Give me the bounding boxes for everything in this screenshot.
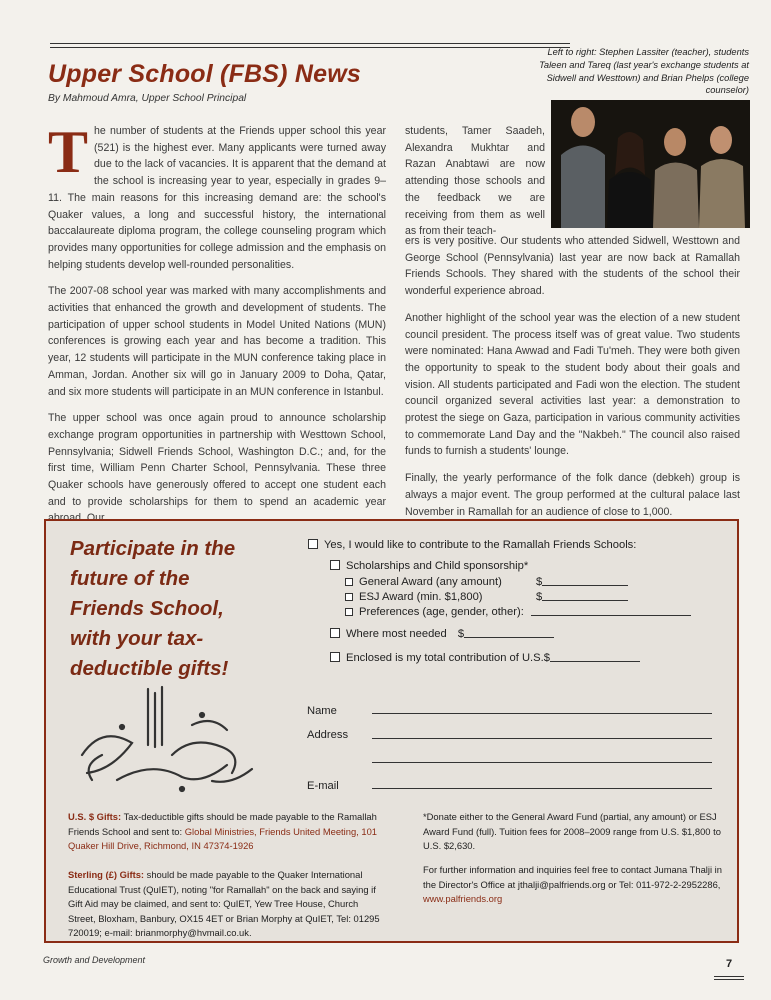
address-label: Address bbox=[307, 729, 349, 741]
us-gifts-info bbox=[68, 810, 388, 854]
email-field[interactable] bbox=[372, 788, 712, 789]
sterling-gifts-heading: Sterling (£) Gifts: bbox=[68, 869, 145, 880]
sterling-gifts-info bbox=[68, 868, 388, 941]
name-label: Name bbox=[307, 705, 337, 717]
email-label: E-mail bbox=[307, 780, 339, 792]
article-byline: By Mahmoud Amra, Upper School Principal bbox=[48, 93, 247, 104]
us-gifts-heading: U.S. $ Gifts: bbox=[68, 811, 122, 822]
address-field[interactable] bbox=[372, 738, 712, 739]
scholarship-checkbox[interactable] bbox=[330, 560, 340, 570]
esj-amount-field[interactable] bbox=[536, 591, 628, 603]
donation-promo bbox=[70, 534, 300, 684]
enclosed-checkbox[interactable] bbox=[330, 652, 340, 662]
prefs-field[interactable] bbox=[531, 615, 691, 616]
form-esj-row bbox=[345, 591, 483, 603]
promo-line: Participate in the bbox=[70, 537, 236, 560]
address-field-line-2[interactable] bbox=[372, 762, 712, 763]
footer-section-name: Growth and Development bbox=[43, 955, 146, 965]
article-title: Upper School (FBS) News bbox=[48, 60, 361, 88]
currency-sign: $ bbox=[457, 628, 465, 640]
promo-line: with your tax- bbox=[70, 627, 204, 650]
us-gifts-text: Tax-deductible gifts should be made payable to the Ramallah Friends School and sent to: bbox=[68, 811, 377, 837]
group-photo bbox=[551, 100, 750, 228]
paragraph-election: Another highlight of the school year was the election of a new student council president. The process itself was of great value. Two students were nominated: Hana Awwad and Fadi Tu'meh. They were both given the opportunity to speak to the student body about their goals and vision. All students participated and Fadi won the election. The student council organized several activities last year: a demonstration to protest the siege on Gaza, participation in various community activities to commemorate Land Day and the "Nakbeh." The council also raised funds to furnish a students' lounge. bbox=[405, 311, 740, 458]
paragraph-students: students, Tamer Saadeh, Alexandra Mukhtar and Razan Anabtawi are now attending those schools and the feedback we are receiving from them as well as from their teach- bbox=[405, 125, 545, 238]
us-gifts-address: Global Ministries, Friends United Meeting, 101 Quaker Hill Drive, Richmond, IN 47374-1926 bbox=[68, 825, 378, 852]
paragraph-students-cont: ers is very positive. Our students who attended Sidwell, Westtown and George School (Pennsylvania) last year are now back at Ramallah Friends Schools. They shared with the students of the school their wonderful experience abroad. bbox=[405, 235, 740, 298]
donation-note: *Donate either to the General Award Fund (partial, any amount) or ESJ Award Fund (full). Tuition fees for 2008–2009 range from U.S. $1,800 to U.S. $2,630. bbox=[423, 811, 721, 852]
promo-line: Friends School, bbox=[70, 597, 224, 620]
article-column-right bbox=[405, 233, 740, 520]
header-rule bbox=[50, 43, 570, 48]
contact-info bbox=[423, 863, 723, 907]
paragraph-accomplishments: The 2007-08 school year was marked with many accomplishments and activities that enhanced the growth and development of students. The participation of upper school students in Model United Nations (MUN) conferences is growing each year and has become a tradition. This year, 12 students will participate in the MUN conference taking place in Amman, Jordan. Another six will go in January 2009 to Doha, Qatar, and six more students will participate in an MUN conference in Istanbul. bbox=[48, 285, 386, 398]
photo-caption: Left to right: Stephen Lassiter (teacher), students Taleen and Tareq (last year's exchange students at Sidwell and Westtown) and Brian Phelps (college counselor) bbox=[539, 47, 749, 96]
form-prefs-row bbox=[345, 606, 691, 618]
form-needed-row bbox=[330, 628, 554, 640]
currency-sign: $ bbox=[536, 591, 543, 603]
paragraph-scholarships: The upper school was once again proud to announce scholarship exchange program opportunities in partnership with Westtown School, Pennsylvania; Sidwell Friends School, Washington D.C.; and, for the first time, William Penn Charter School, Pennsylvania. These three Quaker schools have generously offered to accept one student each and to provide scholarships for them to spend an academic year bbox=[48, 412, 386, 508]
yes-checkbox[interactable] bbox=[308, 539, 318, 549]
form-general-row bbox=[345, 576, 502, 588]
esj-label: ESJ Award (min. $1,800) bbox=[359, 591, 483, 603]
paragraph-intro bbox=[48, 119, 386, 273]
page-number-rule bbox=[714, 976, 744, 980]
form-yes-row bbox=[308, 539, 636, 551]
drop-cap: T bbox=[48, 119, 89, 185]
calligraphy-emblem bbox=[62, 685, 262, 795]
needed-label: Where most needed bbox=[346, 628, 447, 640]
general-label: General Award (any amount) bbox=[359, 576, 502, 588]
needed-amount-field[interactable] bbox=[464, 637, 554, 638]
sterling-gifts-text: should be made payable to the Quaker International Educational Trust (QuIET), noting "for Ramallah" on the back and saying if Gift Aid may be claimed, and sent to: QuIET, Yew Tree House, Church Street, Bloxham, Banbury, OX15 4ET or Brian Morphy at QuIET, Tel: 01295 720019; e-mail: brianmorphy@hvmail.co.uk. bbox=[68, 869, 380, 939]
yes-label: Yes, I would like to contribute to the Ramallah Friends Schools: bbox=[324, 539, 637, 551]
article-column-left bbox=[48, 119, 386, 527]
article-column-right-top bbox=[405, 123, 545, 240]
contact-text: For further information and inquiries feel free to contact Jumana Thalji in the Director's Office at jthalji@palfriends.org or Tel: 011-972-2-2952286, bbox=[423, 864, 722, 890]
promo-line: future of the bbox=[70, 567, 190, 590]
esj-checkbox[interactable] bbox=[345, 593, 353, 601]
form-enclosed-row bbox=[330, 652, 640, 664]
general-checkbox[interactable] bbox=[345, 578, 353, 586]
general-amount-field[interactable] bbox=[536, 576, 628, 588]
paragraph-intro-text: he number of students at the Friends upper school this year (521) is the highest ever. Many applicants were turned away due to the lack of vacancies. It is apparent that the demand at the school is increasing year to year, especially in grades 9–11. The main reasons for this increasing demand are: the school's Quaker values, a long and successful history, the international baccalaureate diploma program, the college counseling program which provides many opportunities for college admission and the emphasis on helping students develop well-rounded personalities. bbox=[48, 125, 386, 271]
enclosed-label: Enclosed is my total contribution of U.S.$ bbox=[346, 652, 550, 664]
website-link[interactable]: www.palfriends.org bbox=[423, 893, 503, 905]
form-scholarship-row bbox=[330, 560, 528, 572]
name-field[interactable] bbox=[372, 713, 712, 714]
promo-line: deductible gifts! bbox=[70, 657, 229, 680]
paragraph-debkeh: Finally, the yearly performance of the folk dance (debkeh) group is always a major event. The group performed at the cultural palace last November in Ramallah for an audience of close to 1,000. bbox=[405, 472, 740, 518]
enclosed-amount-field[interactable] bbox=[550, 661, 640, 662]
needed-checkbox[interactable] bbox=[330, 628, 340, 638]
currency-sign: $ bbox=[536, 576, 543, 588]
prefs-label: Preferences (age, gender, other): bbox=[359, 606, 524, 618]
page-number: 7 bbox=[726, 958, 733, 970]
scholarship-label: Scholarships and Child sponsorship* bbox=[346, 560, 529, 572]
prefs-checkbox[interactable] bbox=[345, 608, 353, 616]
